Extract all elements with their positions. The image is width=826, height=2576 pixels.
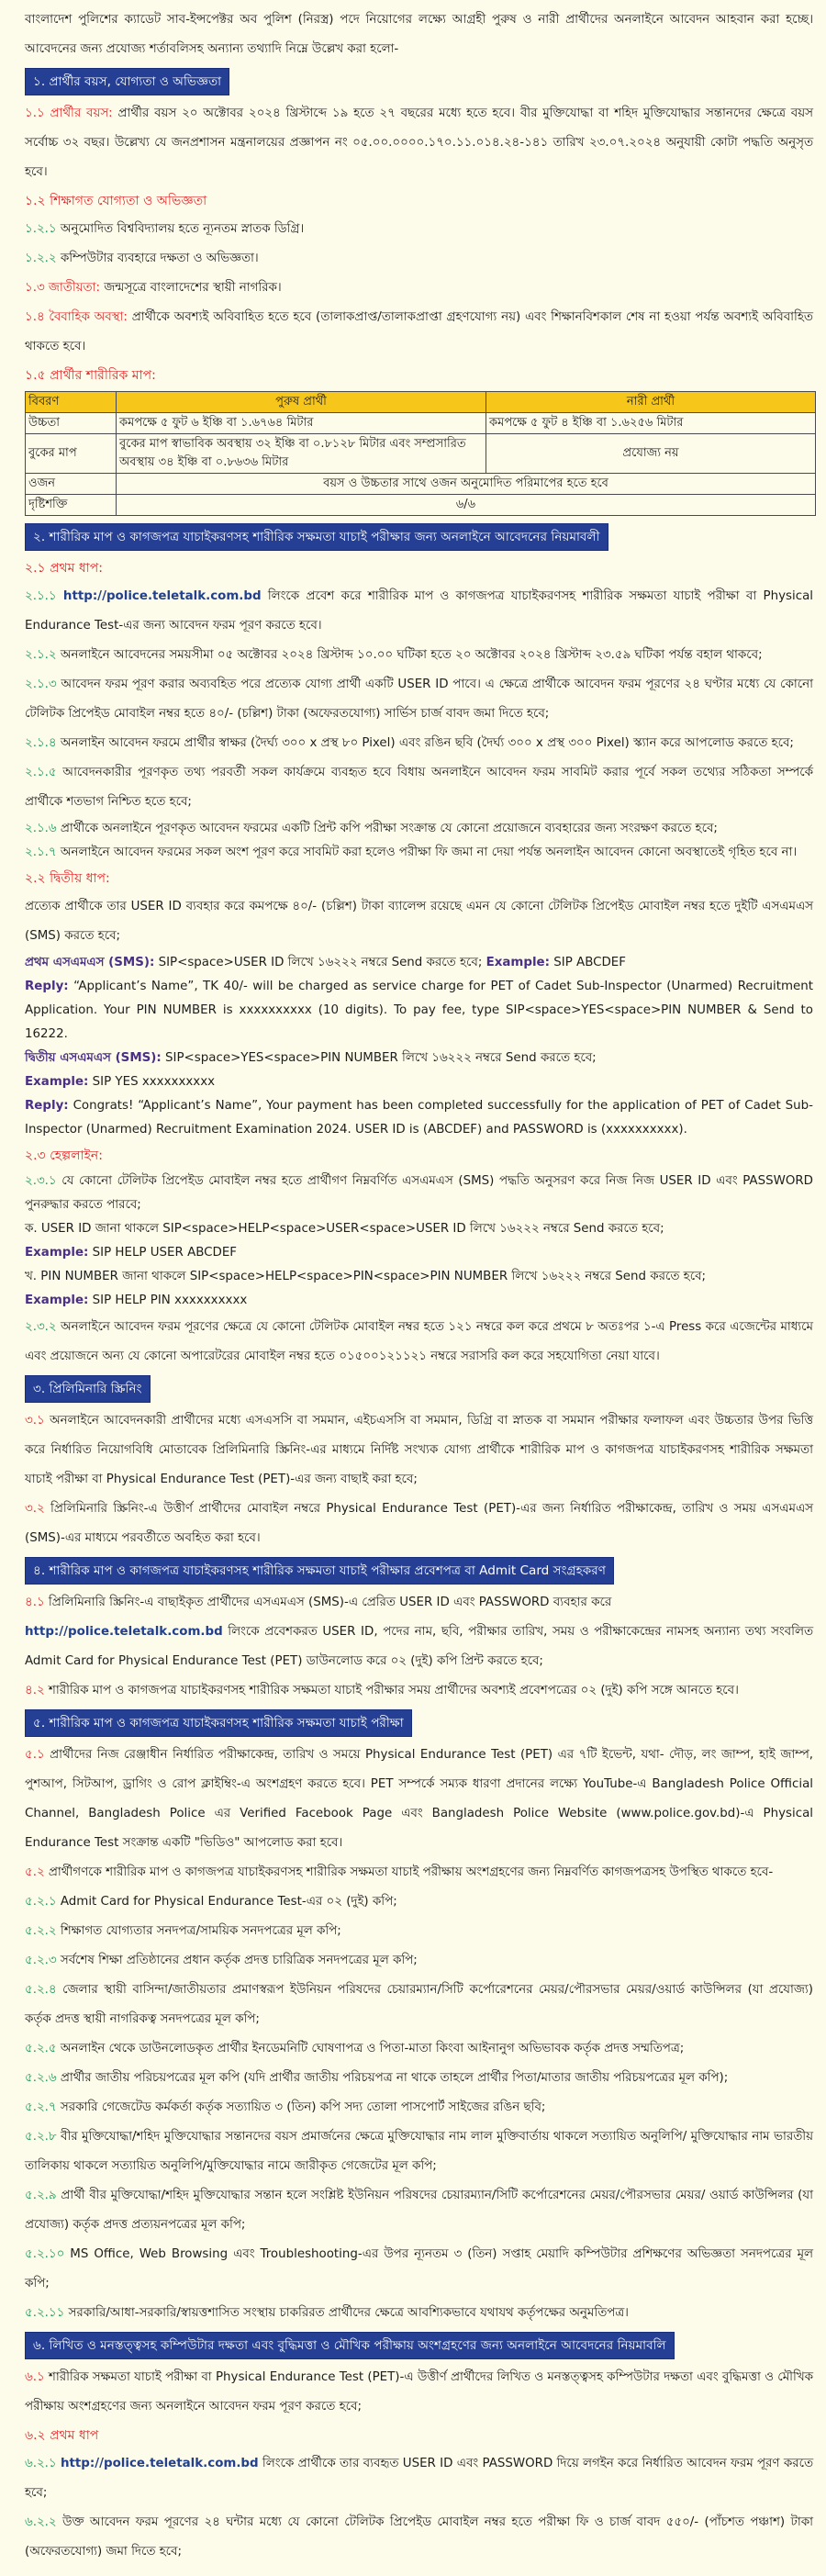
item-text: প্রিলিমিনারি স্ক্রিনিং-এ বাছাইকৃত প্রার্থীদের এসএমএস (SMS)-এ প্রেরিত USER ID এবং PASSWORD ব্যবহার করে <box>44 1596 612 1609</box>
doc-item <box>25 2064 813 2093</box>
example-label: Example: <box>25 1246 89 1260</box>
item-number: ৫.২.৯ <box>25 2189 57 2202</box>
item-number: ৪.১ <box>25 1596 45 1609</box>
item-text: প্রার্থীকে অনলাইনে পূরণকৃত আবেদন ফরমের একটি প্রিন্ট কপি পরীক্ষা সংক্রান্ত যে কোনো প্রয়োজনে ব্যবহারের জন্য সংরক্ষণ করতে হবে; <box>56 822 718 835</box>
example-text: SIP ABCDEF <box>550 956 626 969</box>
section-2-header: ২. শারীরিক মাপ ও কাগজপত্র যাচাইকরণসহ শারীরিক সক্ষমতা যাচাই পরীক্ষার জন্য অনলাইনে আবেদনের নিয়মাবলী <box>25 523 608 551</box>
step-2-intro: প্রত্যেক প্রার্থীকে তার USER ID ব্যবহার করে কমপক্ষে ৪০/- (চল্লিশ) টাকা ব্যালেন্স রয়েছে এমন যে কোনো টেলিটক প্রিপেইড মোবাইল নম্বর হতে দুইটি এসএমএস (SMS) করতে হবে; <box>25 900 813 943</box>
item-number: ২.১.৩ <box>25 678 57 691</box>
item-number: ৬.১ <box>25 2370 45 2384</box>
helpline-label: ২.৩ হেল্পলাইন: <box>25 1148 103 1163</box>
column-header: পুরুষ প্রার্থী <box>117 392 486 413</box>
item-number: ৫.২.৮ <box>25 2130 57 2144</box>
item-number: ৫.২.৫ <box>25 2042 57 2055</box>
marital-label: ১.৪ বৈবাহিক অবস্থা: <box>25 310 128 324</box>
item-number: ৪.২ <box>25 1684 45 1697</box>
age-label: ১.১ প্রার্থীর বয়স: <box>25 106 113 120</box>
example-text: SIP HELP USER ABCDEF <box>88 1246 238 1260</box>
step-1-label: ২.১ প্রথম ধাপ: <box>25 561 103 576</box>
help-ka: ক. USER ID জানা থাকলে SIP<space>HELP<space>USER<space>USER ID লিখে ১৬২২২ নম্বরে Send করতে হবে; <box>25 1222 664 1236</box>
row-label: দৃষ্টিশক্তি <box>26 495 117 516</box>
section-3-header: ৩. প্রিলিমিনারি স্ক্রিনিং <box>25 1375 151 1403</box>
item-number: ৫.২.৪ <box>25 1983 57 1997</box>
marital-text: প্রার্থীকে অবশ্যই অবিবাহিত হতে হবে (তালাকপ্রাপ্ত/তালাকপ্রাপ্তা গ্রহণযোগ্য নয়) এবং শিক্ষানবিশকাল শেষ না হওয়া পর্যন্ত অবশ্যই অবিবাহিত থাকতে হবে। <box>25 310 813 353</box>
item-text: শারীরিক মাপ ও কাগজপত্র যাচাইকরণসহ শারীরিক সক্ষমতা যাচাই পরীক্ষার সময় প্রার্থীদের অবশ্যই প্রবেশপত্রের ০২ (দুই) কপি সঙ্গে আনতে হবে। <box>44 1684 739 1697</box>
item-number: ৫.২.৬ <box>25 2071 57 2085</box>
item-text: প্রার্থীর জাতীয় পরিচয়পত্রের মূল কপি (যদি প্রার্থীর জাতীয় পরিচয়পত্র না থাকে তাহলে প্রার্থীর পিতা/মাতার জাতীয় পরিচয়পত্রের মূল কপি); <box>56 2071 729 2085</box>
sms-1-paragraph <box>25 951 813 975</box>
item-text: প্রিলিমিনারি স্ক্রিনিং-এ উত্তীর্ণ প্রার্থীদের মোবাইল নম্বরে Physical Endurance Test (PET)-এর জন্য নির্ধারিত পরীক্ষাকেন্দ্র, তারিখ ও সময় এসএমএস (SMS)-এর মাধ্যমে পরবর্তীতে অবহিত করা হবে। <box>25 1502 813 1545</box>
item-2-1-1 <box>25 582 813 641</box>
item-number: ৫.২.২ <box>25 1924 57 1938</box>
item-text: শিক্ষাগত যোগ্যতার সনদপত্র/সাময়িক সনদপত্রের মূল কপি; <box>56 1924 341 1938</box>
item-text: লিংকে প্রবেশকরত USER ID, পদের নাম, ছবি, পরীক্ষার তারিখ, সময় ও পরীক্ষাকেন্দ্রের নামসহ অন্যান্য তথ্য সংবলিত Admit Card for Physical Endurance Test (PET) ডাউনলোড করে ০২ (দুই) কপি প্রিন্ট করতে হবে; <box>25 1625 813 1668</box>
item-4-1 <box>25 1588 813 1676</box>
example-text: SIP HELP PIN xxxxxxxxxx <box>88 1294 248 1307</box>
help-kha-example <box>25 1289 813 1313</box>
item-number: ৫.২.১০ <box>25 2247 65 2261</box>
item-text: সরকারি/আধা-সরকারি/স্বায়ত্তশাসিত সংস্থায় চাকরিরত প্রার্থীদের ক্ষেত্রে আবশ্যিকভাবে যথাযথ কর্তৃপক্ষের অনুমতিপত্র। <box>64 2306 629 2320</box>
male-value: বুকের মাপ স্বাভাবিক অবস্থায় ৩২ ইঞ্চি বা ০.৮১২৮ মিটার এবং সম্প্রসারিত অবস্থায় ৩৪ ইঞ্চি বা ০.৮৬৩৬ মিটার <box>117 434 486 474</box>
item-number: ২.১.১ <box>25 589 57 603</box>
reply-1-paragraph <box>25 975 813 1047</box>
item-2-1-5 <box>25 758 813 817</box>
education-label: ১.২ শিক্ষাগত যোগ্যতা ও অভিজ্ঞতা <box>25 194 207 208</box>
item-text: অনলাইনে আবেদন ফরমের সকল অংশ পূরণ করে সাবমিট করা হলেও পরীক্ষা ফি জমা না দেয়া পর্যন্ত অনলাইন আবেদন কোনো অবস্থাতেই গৃহিত হবে না। <box>56 846 798 859</box>
item-text: অনলাইনে আবেদন ফরম পূরণের ক্ষেত্রে যে কোনো টেলিটক মোবাইল নম্বর হতে ১২১ নম্বরে কল করে প্রথমে ৮ অতঃপর ১-এ Press করে এজেন্টের মাধ্যমে এবং প্রয়োজনে অন্য যে কোনো অপারেটরের মোবাইল নম্বর হতে ০১৫০০১২১১২১ নম্বরে সরাসরি কল করে সহযোগিতা নেয়া যাবে। <box>25 1320 813 1363</box>
item-2-3-1 <box>25 1170 813 1217</box>
item-text: যে কোনো টেলিটক প্রিপেইড মোবাইল নম্বর হতে প্রার্থীগণ নিম্নবর্ণিত এসএমএস (SMS) পদ্ধতি অনুসরণ করে নিজ নিজ USER ID এবং PASSWORD পুনরুদ্ধার করতে পারবে; <box>25 1174 813 1212</box>
table-row <box>26 474 816 495</box>
section-6-step-1-label: ৬.২ প্রথম ধাপ <box>25 2428 99 2443</box>
help-ka-example <box>25 1241 813 1265</box>
nationality-label: ১.৩ জাতীয়তা: <box>25 281 100 295</box>
age-paragraph <box>25 99 813 187</box>
doc-item <box>25 1887 813 1917</box>
item-text: সর্বশেষ শিক্ষা প্রতিষ্ঠানের প্রধান কর্তৃক প্রদত্ত চারিত্রিক সনদপত্রের মূল কপি; <box>56 1954 418 1967</box>
help-kha: খ. PIN NUMBER জানা থাকলে SIP<space>HELP<space>PIN<space>PIN NUMBER লিখে ১৬২২২ নম্বরে Send করতে হবে; <box>25 1270 707 1283</box>
example-label: Example: <box>486 956 550 969</box>
item-text: শারীরিক সক্ষমতা যাচাই পরীক্ষা বা Physical Endurance Test (PET)-এ উত্তীর্ণ প্রার্থীদের লিখিত ও মনস্তত্ত্বসহ কম্পিউটার দক্ষতা এবং বুদ্ধিমত্তা ও মৌখিক পরীক্ষায় অংশগ্রহণের জন্য অনলাইনে আবেদন ফরম পূরণ করতে হবে; <box>25 2370 813 2414</box>
item-text: অনলাইনে আবেদনের সময়সীমা ০৫ অক্টোবর ২০২৪ খ্রিস্টাব্দ ১০.০০ ঘটিকা হতে ২০ অক্টোবর ২০২৪ খ্রিস্টাব্দ ২৩.৫৯ ঘটিকা পর্যন্ত বহাল থাকবে; <box>56 648 763 662</box>
section-1-header: ১. প্রার্থীর বয়স, যোগ্যতা ও অভিজ্ঞতা <box>25 68 229 95</box>
age-text: প্রার্থীর বয়স ২০ অক্টোবর ২০২৪ খ্রিস্টাব্দে ১৯ হতে ২৭ বছরের মধ্যে হতে হবে। বীর মুক্তিযোদ্ধা বা শহিদ মুক্তিযোদ্ধার সন্তানদের ক্ষেত্রে বয়স সর্বোচ্চ ৩২ বছর। উল্লেখ্য যে জনপ্রশাসন মন্ত্রনালয়ের প্রজ্ঞাপন নং ০৫.০০.০০০০.১৭০.১১.০১৪.২৪-১৪১ তারিখ ২৩.০৭.২০২৪ অনুযায়ী কোটা পদ্ধতি অনুসৃত হবে। <box>25 106 813 179</box>
example-text: SIP YES xxxxxxxxxx <box>88 1075 216 1089</box>
example-label: Example: <box>25 1294 89 1307</box>
step-2-label: ২.২ দ্বিতীয় ধাপ: <box>25 871 110 886</box>
item-text: আবেদনকারীর পূরণকৃত তথ্য পরবর্তী সকল কার্যক্রমে ব্যবহৃত হবে বিধায় অনলাইনে আবেদন ফরম সাবমিট করার পূর্বে সকল তথ্যের সঠিকতা সম্পর্কে প্রার্থীকে শতভাগ নিশ্চিত হতে হবে; <box>25 766 813 809</box>
sms-2-example <box>25 1070 813 1094</box>
item-2-1-6 <box>25 817 813 841</box>
item-text: জেলার স্থায়ী বাসিন্দা/জাতীয়তার প্রমাণস্বরূপ ইউনিয়ন পরিষদের চেয়ারম্যান/সিটি কর্পোরেশনের মেয়র/পৌরসভার মেয়র/ওয়ার্ড কাউন্সিলর (যা প্রযোজ্য) কর্তৃক প্রদত্ত স্থায়ী নাগরিকত্ব সনদপত্রের মূল কপি; <box>25 1983 813 2026</box>
intro-paragraph: বাংলাদেশ পুলিশের ক্যাডেট সাব-ইন্সপেক্টর অব পুলিশ (নিরস্ত্র) পদে নিয়োগের লক্ষ্যে আগ্রহী পুরুষ ও নারী প্রার্থীদের অনলাইনে আবেদন আহবান করা হচ্ছে। আবেদনের জন্য প্রযোজ্য শর্তাবলিসহ অন্যান্য তথ্যাদি নিম্নে উল্লেখ করা হলো- <box>25 13 813 56</box>
reply-2-paragraph <box>25 1094 813 1142</box>
item-number: ২.৩.১ <box>25 1174 57 1188</box>
item-number: ৩.১ <box>25 1414 45 1428</box>
education-item-1 <box>25 215 813 244</box>
eyesight-value: ৬/৬ <box>117 495 816 516</box>
sms-2-paragraph <box>25 1047 813 1070</box>
marital-paragraph <box>25 303 813 362</box>
sms-1-text: SIP<space>USER ID লিখে ১৬২২২ নম্বরে Send করতে হবে; <box>154 956 486 969</box>
section-5-header: ৫. শারীরিক মাপ ও কাগজপত্র যাচাইকরণসহ শারীরিক সক্ষমতা যাচাই পরীক্ষা <box>25 1709 412 1737</box>
item-number: ২.১.২ <box>25 648 57 662</box>
physical-requirements-table <box>25 391 816 516</box>
item-text: প্রার্থী বীর মুক্তিযোদ্ধা/শহিদ মুক্তিযোদ্ধার সন্তান হলে সংশ্লিষ্ট ইউনিয়ন পরিষদের চেয়ারম্যান/সিটি কর্পোরেশনের মেয়র/পৌরসভার মেয়র/ ওয়ার্ড কাউন্সিলর (যা প্রযোজ্য) কর্তৃক প্রদত্ত প্রত্যয়নপত্রের মূল কপি; <box>25 2189 813 2232</box>
female-value: প্রযোজ্য নয় <box>486 434 816 474</box>
item-text: অনুমোদিত বিশ্ববিদ্যালয় হতে ন্যূনতম স্নাতক ডিগ্রি। <box>56 222 305 236</box>
item-number: ২.১.৬ <box>25 822 57 835</box>
item-number: ৬.২.১ <box>25 2457 57 2470</box>
teletalk-link[interactable]: http://police.teletalk.com.bd <box>60 2457 259 2470</box>
nationality-paragraph <box>25 274 813 303</box>
table-row <box>26 495 816 516</box>
item-text: উক্ত আবেদন ফরম পূরণের ২৪ ঘন্টার মধ্যে যে কোনো টেলিটক প্রিপেইড মোবাইল নম্বর হতে পরীক্ষা ফি ও চার্জ বাবদ ৫৫০/- (পাঁচশত পঞ্চাশ) টাকা (অফেরতযোগ্য) জমা দিতে হবে; <box>25 2515 813 2559</box>
item-text: আবেদন ফরম পূরণ করার অব্যবহিত পরে প্রত্যেক যোগ্য প্রার্থী একটি USER ID পাবে। এ ক্ষেত্রে প্রার্থীকে আবেদন ফরম পূরণের ২৪ ঘণ্টার মধ্যে যে কোনো টেলিটক প্রিপেইড মোবাইল নম্বর হতে ৪০/- (চল্লিশ) টাকা (অফেরতযোগ্য) সার্ভিস চার্জ বাবদ জমা দিতে হবে; <box>25 678 813 721</box>
sms-1-label: প্রথম এসএমএস (SMS): <box>25 956 155 969</box>
item-number: ৫.২ <box>25 1865 45 1879</box>
item-text: লিংকে প্রার্থীকে তার ব্যবহৃত USER ID এবং PASSWORD দিয়ে লগইন করে নির্ধারিত আবেদন ফরম পূরণ করতে হবে; <box>25 2457 813 2500</box>
item-number: ১.২.২ <box>25 252 57 265</box>
item-text: Admit Card for Physical Endurance Test-এর ০২ (দুই) কপি; <box>56 1895 397 1909</box>
doc-item <box>25 1917 813 1946</box>
item-text: কম্পিউটার ব্যবহারে দক্ষতা ও অভিজ্ঞতা। <box>56 252 259 265</box>
section-4-header: ৪. শারীরিক মাপ ও কাগজপত্র যাচাইকরণসহ শারীরিক সক্ষমতা যাচাই পরীক্ষার প্রবেশপত্র বা Admit Card সংগ্রহকরণ <box>25 1557 614 1585</box>
item-number: ২.১.৪ <box>25 736 57 750</box>
weight-value: বয়স ও উচ্চতার সাথে ওজন অনুমোদিত পরিমাপের হতে হবে <box>117 474 816 495</box>
section-6-header: ৬. লিখিত ও মনস্তত্ত্বসহ কম্পিউটার দক্ষতা এবং বুদ্ধিমত্তা ও মৌখিক পরীক্ষায় অংশগ্রহণের জন্য অনলাইনে আবেদনের নিয়মাবলি <box>25 2332 675 2359</box>
item-number: ৫.২.৭ <box>25 2100 57 2114</box>
doc-item <box>25 2034 813 2064</box>
item-6-1 <box>25 2363 813 2422</box>
doc-item <box>25 2122 813 2181</box>
item-number: ৬.২.২ <box>25 2515 57 2529</box>
item-6-2-2 <box>25 2508 813 2567</box>
item-3-1 <box>25 1406 813 1495</box>
row-label: ওজন <box>26 474 117 495</box>
reply-label: Reply: <box>25 1099 69 1113</box>
item-number: ২.১.৭ <box>25 846 57 859</box>
item-number: ৫.২.১ <box>25 1895 57 1909</box>
doc-item <box>25 1946 813 1976</box>
doc-item <box>25 2181 813 2240</box>
row-label: উচ্চতা <box>26 413 117 434</box>
item-text: অনলাইন থেকে ডাউনলোডকৃত প্রার্থীর ইনডেমনিটি ঘোষণাপত্র ও পিতা-মাতা কিংবা আইনানুগ অভিভাবক কর্তৃক প্রদত্ত সম্মতিপত্র; <box>56 2042 685 2055</box>
item-number: ৫.২.১১ <box>25 2306 65 2320</box>
item-text: লিংকে প্রবেশ করে শারীরিক মাপ ও কাগজপত্র যাচাইকরণসহ শারীরিক সক্ষমতা যাচাই পরীক্ষা বা Physical Endurance Test-এর জন্য আবেদন ফরম পূরণ করতে হবে। <box>25 589 813 633</box>
item-number: ২.১.৫ <box>25 766 57 779</box>
column-header: নারী প্রার্থী <box>486 392 816 413</box>
doc-item <box>25 2299 813 2328</box>
item-2-3-2 <box>25 1313 813 1372</box>
item-5-1 <box>25 1741 813 1858</box>
male-value: কমপক্ষে ৫ ফুট ৬ ইঞ্চি বা ১.৬৭৬৪ মিটার <box>117 413 486 434</box>
item-text: অনলাইনে আবেদনকারী প্রার্থীদের মধ্যে এসএসসি বা সমমান, এইচএসসি বা সমমান, ডিগ্রি বা স্নাতক বা সমমান পরীক্ষার ফলাফল এবং উচ্চতার উপর ভিত্তি করে নির্ধারিত নিয়োগবিধি মোতাবেক প্রিলিমিনারি স্ক্রিনিং-এর মাধ্যমে নির্দিষ্ট সংখ্যক যোগ্য প্রার্থীকে শারীরিক মাপ ও কাগজপত্র যাচাইকরণসহ শারীরিক সক্ষমতা যাচাই পরীক্ষা বা Physical Endurance Test (PET)-এর জন্য বাছাই করা হবে; <box>25 1414 813 1486</box>
reply-text: “Applicant’s Name”, TK 40/- will be charged as service charge for PET of Cadet Sub-Inspector (Unarmed) Recruitment Application. Your PIN NUMBER is xxxxxxxxxx (10 digits). To pay fee, type SIP<space>YES<space>PIN NUMBER & Send to 16222. <box>25 980 813 1041</box>
item-2-1-4 <box>25 729 813 758</box>
teletalk-link[interactable]: http://police.teletalk.com.bd <box>62 589 262 603</box>
sms-2-text: SIP<space>YES<space>PIN NUMBER লিখে ১৬২২২ নম্বরে Send করতে হবে; <box>161 1051 597 1065</box>
reply-label: Reply: <box>25 980 69 993</box>
doc-item <box>25 2093 813 2122</box>
physical-label: ১.৫ প্রার্থীর শারীরিক মাপ: <box>25 368 156 383</box>
nationality-text: জন্মসূত্রে বাংলাদেশের স্থায়ী নাগরিক। <box>99 281 282 295</box>
teletalk-link[interactable]: http://police.teletalk.com.bd <box>25 1625 223 1639</box>
doc-item <box>25 1976 813 2034</box>
table-row <box>26 434 816 474</box>
item-number: ৩.২ <box>25 1502 45 1516</box>
item-number: ২.৩.২ <box>25 1320 57 1334</box>
item-5-2 <box>25 1858 813 1887</box>
item-4-2 <box>25 1676 813 1706</box>
item-text: প্রার্থীগণকে শারীরিক মাপ ও কাগজপত্র যাচাইকরণসহ শারীরিক সক্ষমতা যাচাই পরীক্ষায় অংশগ্রহণের জন্য নিম্নবর্ণিত কাগজপত্রসহ উপস্থিত থাকতে হবে- <box>44 1865 774 1879</box>
education-item-2 <box>25 244 813 274</box>
item-text: বীর মুক্তিযোদ্ধা/শহিদ মুক্তিযোদ্ধার সন্তানদের বয়স প্রমার্জনের ক্ষেত্রে মুক্তিযোদ্ধার নাম লাল মুক্তিবার্তায় থাকলে সত্যায়িত অনুলিপি/ মুক্তিযোদ্ধার নাম ভারতীয় তালিকায় থাকলে সত্যায়িত অনুলিপি/মুক্তিযোদ্ধার নামে জারীকৃত গেজেটের মূল কপি; <box>25 2130 813 2173</box>
item-6-2-1 <box>25 2449 813 2508</box>
item-number: ৫.১ <box>25 1748 45 1762</box>
item-text: অনলাইন আবেদন ফরমে প্রার্থীর স্বাক্ষর (দৈর্ঘ্য ৩০০ x প্রস্থ ৮০ Pixel) এবং রঙিন ছবি (দৈর্ঘ্য ৩০০ x প্রস্থ ৩০০ Pixel) স্ক্যান করে আপলোড করতে হবে; <box>56 736 794 750</box>
table-row <box>26 413 816 434</box>
item-number: ১.২.১ <box>25 222 57 236</box>
item-2-1-2 <box>25 641 813 670</box>
item-3-2 <box>25 1495 813 1553</box>
female-value: কমপক্ষে ৫ ফুট ৪ ইঞ্চি বা ১.৬২৫৬ মিটার <box>486 413 816 434</box>
row-label: বুকের মাপ <box>26 434 117 474</box>
table-header-row <box>26 392 816 413</box>
sms-2-label: দ্বিতীয় এসএমএস (SMS): <box>25 1051 162 1065</box>
reply-text: Congrats! “Applicant’s Name”, Your payment has been completed successfully for the application of PET of Cadet Sub-Inspector (Unarmed) Recruitment Examination 2024. USER ID is (ABCDEF) and PASSWORD is (xxxxxxxxxx). <box>25 1099 813 1137</box>
column-header: বিবরণ <box>26 392 117 413</box>
item-number: ৫.২.৩ <box>25 1954 57 1967</box>
item-text: প্রার্থীদের নিজ রেঞ্জাধীন নির্ধারিত পরীক্ষাকেন্দ্র, তারিখ ও সময়ে Physical Endurance Test (PET) এর ৭টি ইভেন্ট, যথা- দৌড়, লং জাম্প, হাই জাম্প, পুশআপ, সিটআপ, ড্রাগিং ও রোপ ক্লাইম্বিং-এ অংশগ্রহণ করতে হবে। PET সম্পর্কে সম্যক ধারণা প্রদানের লক্ষ্যে YouTube-এ Bangladesh Police Official Channel, Bangladesh Police এর Verified Facebook Page এবং Bangladesh Police Website (www.police.gov.bd)-এ Physical Endurance Test সংক্রান্ত একটি "ভিডিও" আপলোড করা হবে। <box>25 1748 813 1850</box>
item-2-1-3 <box>25 670 813 729</box>
item-text: সরকারি গেজেটেড কর্মকর্তা কর্তৃক সত্যায়িত ৩ (তিন) কপি সদ্য তোলা পাসপোর্ট সাইজের রঙিন ছবি; <box>56 2100 546 2114</box>
example-label: Example: <box>25 1075 89 1089</box>
doc-item <box>25 2240 813 2299</box>
item-text: MS Office, Web Browsing এবং Troubleshooting-এর উপর ন্যূনতম ৩ (তিন) সপ্তাহ মেয়াদি কম্পিউটার প্রশিক্ষণের অভিজ্ঞতা সনদপত্রের মূল কপি; <box>25 2247 814 2290</box>
item-2-1-7 <box>25 841 813 865</box>
